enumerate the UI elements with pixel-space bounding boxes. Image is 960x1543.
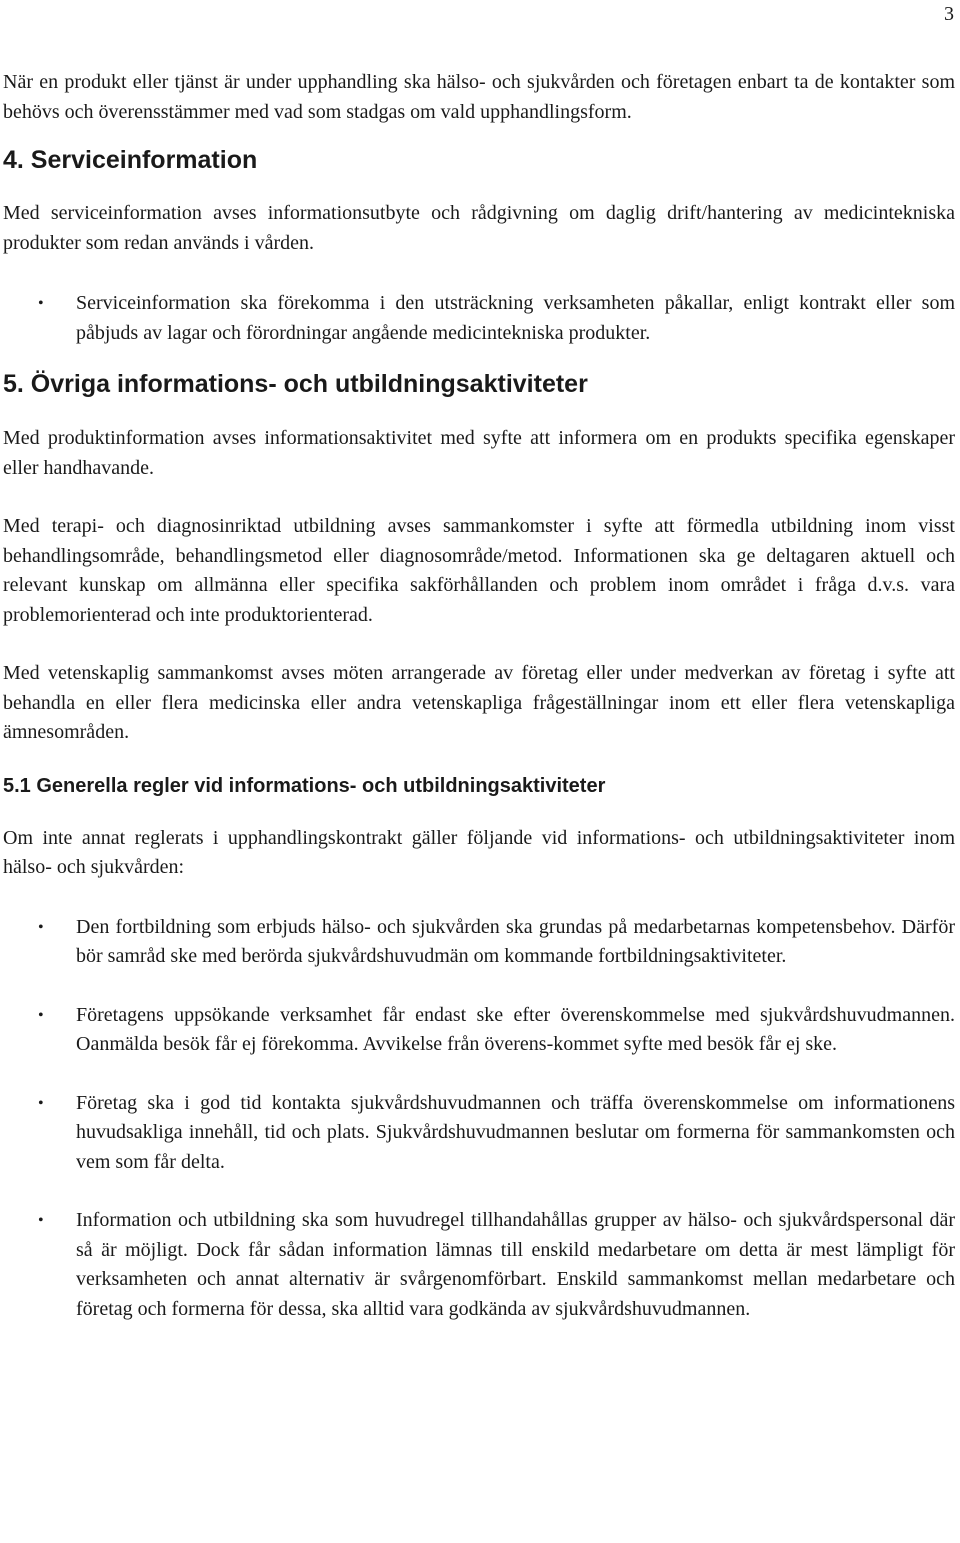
list-item-text: Information och utbildning ska som huvudregel tillhandahållas grupper av hälso- och sjukvårdspersonal där så är möjligt. Dock får sådan information lämnas till enskild medarbetare om detta är mest lämpligt för verksamheten och annat alternativ är svårgenomförbart. Enskild sammankomst mellan medarbetare och företag och formerna för dessa, ska alltid vara godkända av sjukvårdshuvudmannen. — [76, 1209, 955, 1320]
intro-paragraph: När en produkt eller tjänst är under upphandling ska hälso- och sjukvården och företagen enbart ta de kontakter som behövs och överensstämmer med vad som stadgas om vald upphandlingsform. — [3, 71, 955, 123]
section-5-paragraph-1: Med produktinformation avses informationsaktivitet med syfte att informera om en produkts specifika egenskaper eller handhavande. — [3, 427, 955, 479]
section-4-bullet-list — [3, 289, 955, 348]
bullet-icon: • — [38, 1212, 44, 1229]
list-item-text: Företagens uppsökande verksamhet får endast ske efter överenskommelse med sjukvårdshuvudmannen. Oanmälda besök får ej förekomma. Avvikelse från överens-kommet syfte med besök får ej ske. — [76, 1003, 955, 1055]
list-item-text: Företag ska i god tid kontakta sjukvårdshuvudmannen och träffa överenskommelse om informationens huvudsakliga innehåll, tid och plats. Sjukvårdshuvudmannen beslutar om formerna för sammankomsten och vem som får delta. — [76, 1091, 955, 1173]
bullet-icon: • — [38, 295, 44, 312]
list-item — [3, 289, 955, 348]
list-item — [3, 913, 955, 972]
section-5-paragraph-2: Med terapi- och diagnosinriktad utbildning avses sammankomster i syfte att förmedla utbildning inom visst behandlingsområde, behandlingsmetod eller diagnosområde/metod. Informationen ska ge deltagaren aktuell och relevant kunskap om allmänna eller specifika sakförhållanden och problem inom området i fråga d.v.s. vara problemorienterad och inte produktorienterad. — [3, 515, 955, 626]
list-item — [3, 1089, 955, 1178]
bullet-icon: • — [38, 1094, 44, 1112]
list-item-text: Serviceinformation ska förekomma i den utsträckning verksamheten påkallar, enligt kontrakt eller som påbjuds av lagar och förordningar angående medicintekniska produkter. — [76, 292, 955, 344]
page-number: 3 — [944, 3, 954, 25]
bullet-icon: • — [38, 918, 44, 936]
section-5-heading: 5. Övriga informations- och utbildningsaktiviteter — [3, 370, 588, 398]
section-5-paragraph-3: Med vetenskaplig sammankomst avses möten arrangerade av företag eller under medverkan av företag i syfte att behandla en eller flera medicinska eller andra vetenskapliga frågeställningar inom ett eller flera vetenskapliga ämnesområden. — [3, 662, 955, 743]
list-item — [3, 1001, 955, 1060]
list-item — [3, 1206, 955, 1324]
section-5-1-bullet-list — [3, 913, 955, 1325]
section-5-1-paragraph: Om inte annat reglerats i upphandlingskontrakt gäller följande vid informations- och utbildningsaktiviteter inom hälso- och sjukvården: — [3, 826, 955, 878]
section-4-heading: 4. Serviceinformation — [3, 146, 258, 174]
section-5-1-heading: 5.1 Generella regler vid informations- och utbildningsaktiviteter — [3, 774, 606, 797]
section-4-paragraph: Med serviceinformation avses informationsutbyte och rådgivning om daglig drift/hantering av medicintekniska produkter som redan används i vården. — [3, 202, 955, 254]
bullet-icon: • — [38, 1006, 44, 1024]
list-item-text: Den fortbildning som erbjuds hälso- och sjukvården ska grundas på medarbetarnas kompetensbehov. Därför bör samråd ske med berörda sjukvårdshuvudmän om kommande fortbildningsaktiviteter. — [76, 915, 955, 967]
document-body — [3, 68, 955, 1324]
